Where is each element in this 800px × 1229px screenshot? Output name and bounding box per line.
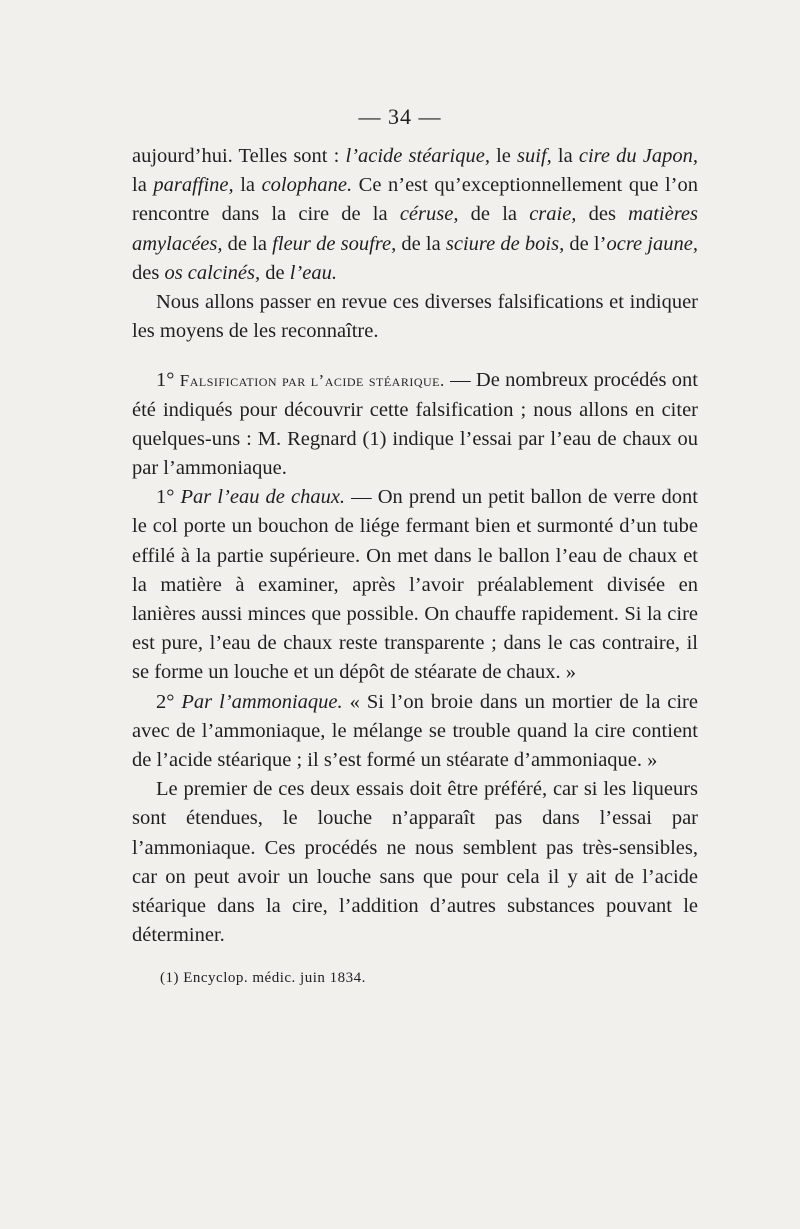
text-segment: des [576, 203, 629, 226]
text-segment: de l’ [564, 232, 607, 255]
text-segment: 1° [156, 369, 180, 392]
text-segment: aujourd’hui. Telles sont : [132, 145, 346, 167]
section-heading: Falsification par l’acide stéarique. [179, 371, 445, 391]
italic-text: colophane. [261, 174, 353, 197]
italic-text: fleur de soufre, [272, 232, 397, 255]
text-segment: « Si l’on broie dans un mortier de la cire avec de l’ammoniaque, le mélange se trouble quand la cire contient de l’acide stéarique ; il s’est formé un stéarate d’ammoniaque. » [132, 690, 698, 772]
text-segment: Nous allons passer en revue ces diverses falsifications et indiquer les moyens de les reconnaître. [132, 291, 698, 343]
paragraph [132, 366, 698, 483]
text-segment: la [132, 174, 154, 197]
text-segment: le [489, 145, 518, 167]
italic-text: ocre jaune, [606, 232, 698, 255]
text-segment: — On prend un petit ballon de verre dont le col porte un bouchon de liége fermant bien et surmonté d’un tube effilé à la partie supérieure. On met dans le ballon l’eau de chaux et la matière à examiner, après l’avoir préalablement divisée en lanières aussi minces que possible. On chauffe rapidement. Si la cire est pure, l’eau de chaux reste transparente ; dans le cas contraire, il se forme un louche et un dépôt de stéarate de chaux. » [132, 486, 698, 684]
text-segment: de la [458, 203, 530, 226]
italic-text: sciure de bois, [445, 232, 565, 255]
text-segment: des [132, 261, 165, 284]
italic-text: céruse, [399, 203, 459, 226]
italic-text: l’acide stéarique, [345, 145, 490, 167]
italic-text: Par l’ammoniaque. [181, 690, 343, 713]
italic-text: suif, [517, 145, 552, 167]
text-segment: la [551, 145, 579, 167]
paragraph [132, 775, 698, 950]
text-segment: de [260, 261, 290, 284]
italic-text: l’eau. [289, 261, 337, 284]
italic-text: paraffine, [153, 174, 234, 197]
italic-text: matières amylacées, [132, 203, 698, 255]
paragraph [132, 142, 698, 288]
text-segment: de la [396, 232, 446, 255]
italic-text: Par l’eau de chaux. [180, 486, 346, 509]
paragraph [132, 688, 698, 776]
text-segment: la [233, 174, 262, 197]
page-number: — 34 — [358, 104, 442, 129]
text-segment: 2° [156, 690, 182, 713]
text-segment: de la [222, 232, 273, 255]
text-segment: Ce n’est qu’exceptionnellement que l’on rencontre dans la cire de la [132, 174, 698, 226]
italic-text: cire du Japon, [578, 145, 698, 167]
italic-text: craie, [529, 203, 577, 226]
paragraph [132, 288, 698, 346]
footnote: (1) Encyclop. médic. juin 1834. [160, 970, 366, 986]
text-segment: Le premier de ces deux essais doit être préféré, car si les liqueurs sont étendues, le louche n’apparaît pas dans l’essai par l’ammoniaque. Ces procédés ne nous semblent pas très-sensibles, car on peut avoir un louche sans que pour cela il y ait de l’acide stéarique dans la cire, l’addition d’autres substances pouvant le déterminer. [132, 778, 698, 947]
body-text [132, 142, 698, 950]
italic-text: os calcinés, [164, 261, 261, 284]
text-segment: 1° [156, 486, 181, 509]
text-segment: — De nombreux procédés ont été indiqués pour découvrir cette falsification ; nous allons en citer quelques-uns : M. Regnard (1) indique l’essai par l’eau de chaux ou par l’ammoniaque. [132, 369, 698, 480]
paragraph [132, 483, 698, 687]
